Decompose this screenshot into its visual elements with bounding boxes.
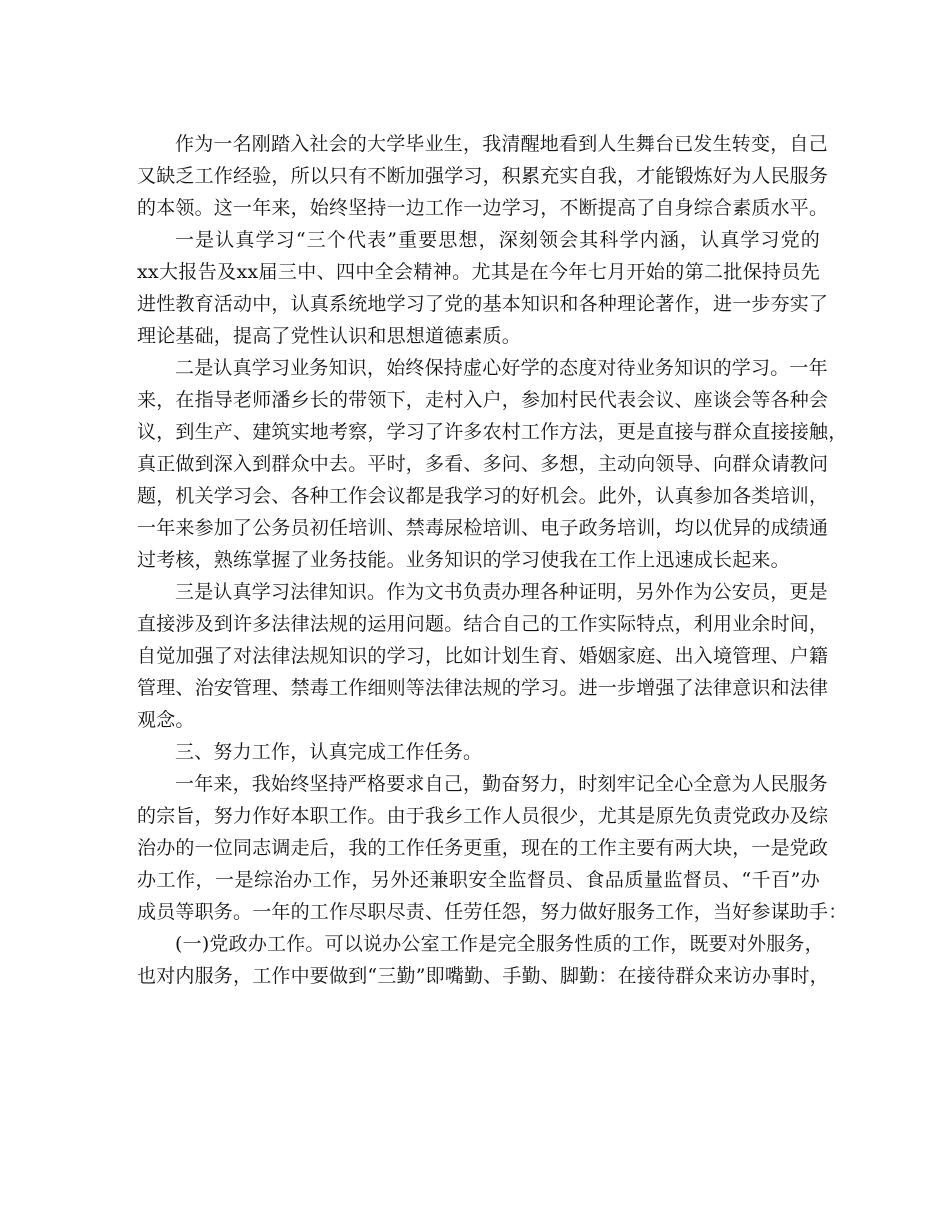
text-line: 过考核，熟练掌握了业务技能。业务知识的学习使我在工作上迅速成长起来。 — [137, 549, 790, 571]
text-line: 一是认真学习“三个代表”重要思想，深刻领会其科学内涵，认真学习党的 — [175, 229, 820, 251]
text-line: 来，在指导老师潘乡长的带领下，走村入户，参加村民代表会议、座谈会等各种会 — [137, 389, 829, 411]
text-line: 直接涉及到许多法律法规的运用问题。结合自己的工作实际特点，利用业余时间， — [137, 613, 829, 635]
text-line: 又缺乏工作经验，所以只有不断加强学习，积累充实自我，才能锻炼好为人民服务 — [137, 165, 829, 187]
text-line: 成员等职务。一年的工作尽职尽责、任劳任怨，努力做好服务工作，当好参谋助手： — [137, 901, 848, 923]
text-line: 的本领。这一年来，始终坚持一边工作一边学习，不断提高了自身综合素质水平。 — [137, 197, 829, 219]
text-line: 题，机关学习会、各种工作会议都是我学习的好机会。此外，认真参加各类培训， — [137, 485, 829, 507]
text-line: 一年来，我始终坚持严格要求自己，勤奋努力，时刻牢记全心全意为人民服务 — [175, 773, 828, 795]
text-line: 的宗旨，努力作好本职工作。由于我乡工作人员很少，尤其是原先负责党政办及综 — [137, 805, 829, 827]
text-line: 三是认真学习法律知识。作为文书负责办理各种证明，另外作为公安员，更是 — [175, 581, 828, 603]
text-line: 管理、治安管理、禁毒工作细则等法律法规的学习。进一步增强了法律意识和法律 — [137, 677, 829, 699]
text-line: 真正做到深入到群众中去。平时，多看、多问、多想，主动向领导、向群众请教问 — [137, 453, 829, 475]
text-line: 办工作，一是综治办工作，另外还兼职安全监督员、食品质量监督员、“千百”办 — [137, 869, 820, 891]
text-line: (一)党政办工作。可以说办公室工作是完全服务性质的工作，既要对外服务， — [175, 933, 824, 955]
text-line: 治办的一位同志调走后，我的工作任务更重，现在的工作主要有两大块，一是党政 — [137, 837, 829, 859]
text-line: 进性教育活动中，认真系统地学习了党的基本知识和各种理论著作，进一步夯实了 — [137, 293, 829, 315]
text-line: 二是认真学习业务知识，始终保持虚心好学的态度对待业务知识的学习。一年 — [175, 357, 828, 379]
text-line: 理论基础，提高了党性认识和思想道德素质。 — [137, 325, 522, 347]
text-line: 观念。 — [137, 709, 195, 731]
text-line: xx大报告及xx届三中、四中全会精神。尤其是在今年七月开始的第二批保持员先 — [137, 261, 820, 283]
text-line: 议，到生产、建筑实地考察，学习了许多农村工作方法，更是直接与群众直接接触， — [137, 421, 848, 443]
text-line: 一年来参加了公务员初任培训、禁毒尿检培训、电子政务培训，均以优异的成绩通 — [137, 517, 829, 539]
section-heading: 三、努力工作，认真完成工作任务。 — [175, 741, 483, 763]
text-line: 自觉加强了对法律法规知识的学习，比如计划生育、婚姻家庭、出入境管理、户籍 — [137, 645, 829, 667]
text-line: 作为一名刚踏入社会的大学毕业生，我清醒地看到人生舞台已发生转变，自己 — [175, 133, 828, 155]
text-line: 也对内服务，工作中要做到“三勤”即嘴勤、手勤、脚勤：在接待群众来访办事时， — [137, 965, 829, 987]
